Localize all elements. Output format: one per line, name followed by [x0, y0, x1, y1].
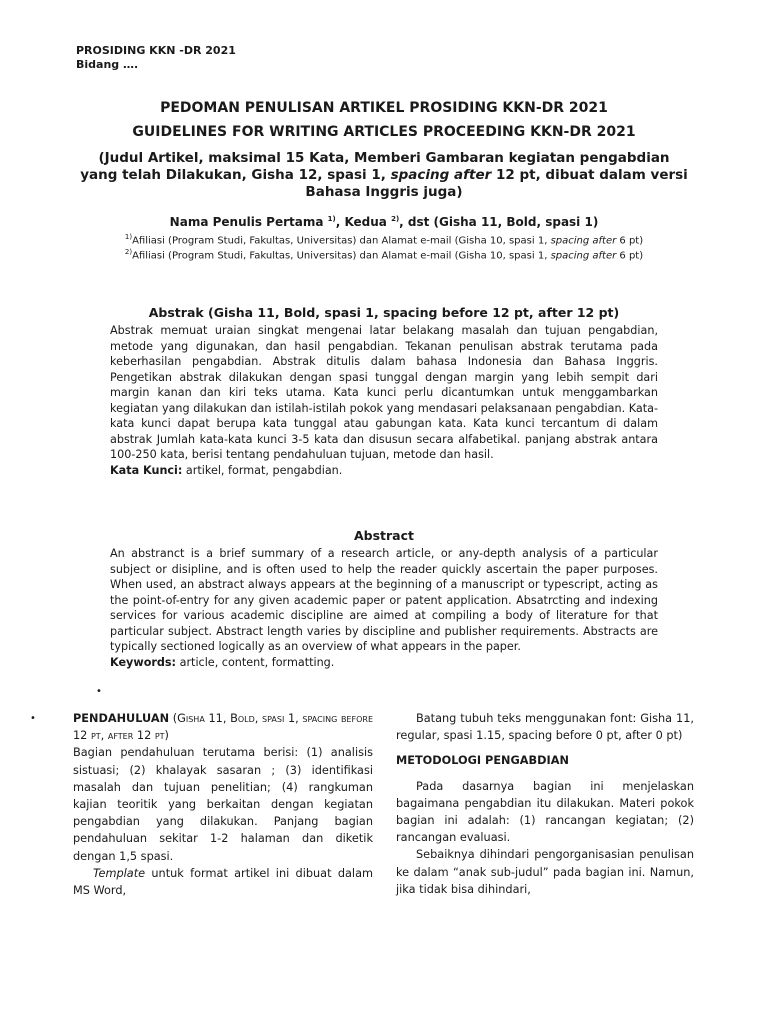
- author-sup-2: 2): [391, 215, 400, 223]
- pendahuluan-title: PENDAHULUAN: [73, 712, 170, 725]
- metodologi-paragraph-2: Sebaiknya dihindari pengorganisasian penulisan ke dalam “anak sub-judul” pada bagian ini. Namun, jika tidak bisa dihindari,: [396, 848, 694, 896]
- keywords-text: article, content, formatting.: [176, 655, 335, 669]
- affiliation-1: [60, 233, 708, 246]
- bullet-marker: •: [30, 713, 36, 724]
- bullet-marker: •: [96, 686, 102, 697]
- kata-kunci-label: Kata Kunci:: [110, 463, 183, 477]
- affiliation-sup: 1): [124, 233, 133, 241]
- author-second: , Kedua: [335, 215, 392, 229]
- subtitle-text-a: (Judul Artikel, maksimal 15 Kata, Memberi Gambaran kegiatan pengabdian yang telah Dilakukan, Gisha 12, spasi 1,: [80, 150, 670, 183]
- author-rest: , dst (Gisha 11, Bold, spasi 1): [399, 215, 599, 229]
- field-label: Bidang ….: [76, 58, 139, 71]
- metodologi-paragraph-1: Pada dasarnya bagian ini menjelaskan bagaimana pengabdian itu dilakukan. Materi pokok bagian ini adalah: (1) rancangan kegiatan; (2) rancangan evaluasi.: [396, 779, 694, 845]
- affiliation-end: 6 pt): [616, 235, 644, 247]
- affiliation-2: [60, 248, 708, 261]
- title-indonesian: PEDOMAN PENULISAN ARTIKEL PROSIDING KKN-DR 2021: [160, 100, 608, 116]
- affiliation-text: Afiliasi (Program Studi, Fakultas, Universitas) dan Alamat e-mail (Gisha 10, spasi 1,: [132, 235, 551, 247]
- pendahuluan-paragraph-2: [73, 865, 373, 899]
- title-instructions: [80, 150, 688, 201]
- pendahuluan-paragraph-1: Bagian pendahuluan terutama berisi: (1) analisis sistuasi; (2) khalayak sasaran ; (3) identifikasi masalah dan tujuan penelitian; (4) rangkuman kajian teoritik yang berkaitan dengan kegiatan pengabdian yang dilakukan. Panjang bagian pendahuluan sekitar 1-2 halaman dan diketik dengan 1,5 spasi.: [73, 746, 373, 863]
- template-italic: Template: [93, 866, 146, 880]
- template-text: untuk format artikel ini dibuat dalam MS Word,: [73, 866, 373, 898]
- subtitle-italic: spacing after: [390, 167, 492, 183]
- author-sup-1: 1): [327, 215, 336, 223]
- body-font-paragraph: Batang tubuh teks menggunakan font: Gisha 11, regular, spasi 1.15, spacing before 0 pt, after 0 pt): [396, 712, 694, 743]
- kata-kunci: [110, 463, 658, 479]
- author-line: [60, 215, 708, 229]
- left-column: [73, 710, 373, 899]
- affiliation-text: Afiliasi (Program Studi, Fakultas, Universitas) dan Alamat e-mail (Gisha 10, spasi 1,: [132, 250, 551, 262]
- section-heading-metodologi: METODOLOGI PENGABDIAN: [396, 754, 569, 768]
- pendahuluan-format-note: (Gisha 11, Bold, spasi 1, spacing before 12 pt, after 12 pt): [73, 712, 373, 743]
- section-heading-pendahuluan: [73, 710, 373, 744]
- author-first: Nama Penulis Pertama: [169, 215, 328, 229]
- affiliation-sup: 2): [124, 248, 133, 256]
- affiliation-italic: spacing after: [550, 235, 617, 247]
- kata-kunci-text: artikel, format, pengabdian.: [182, 463, 343, 477]
- subtitle-text-b: 12 pt, dibuat dalam versi Bahasa Inggris juga): [305, 167, 688, 200]
- affiliation-italic: spacing after: [550, 250, 617, 262]
- abstract-heading: Abstract: [353, 528, 415, 543]
- running-header: [76, 44, 236, 72]
- title-english: GUIDELINES FOR WRITING ARTICLES PROCEEDING KKN-DR 2021: [132, 124, 636, 140]
- affiliation-end: 6 pt): [616, 250, 644, 262]
- abstrak-text: Abstrak memuat uraian singkat mengenai latar belakang masalah dan tujuan pengabdian, metode yang digunakan, dan hasil pengabdian. Tekanan penulisan abstrak terutama pada keberhasilan pengabdian. Abstrak ditulis dalam bahasa Indonesia dan Bahasa Inggris. Pengetikan abstrak dilakukan dengan spasi tunggal dengan margin yang lebih sempit dari margin kanan dan kiri teks utama. Kata kunci perlu dicantumkan untuk menggambarkan kegiatan yang dilakukan dan istilah-istilah pokok yang mendasari pelaksanaan pengabdian. Kata-kata kunci dapat berupa kata tunggal atau gabungan kata. Kata kunci tercantum di dalam abstrak Jumlah kata-kata kunci 3-5 kata dan disusun secara alfabetikal. panjang abstrak antara 100-250 kata, berisi tentang pendahuluan tujuan, metode dan hasil.: [110, 324, 658, 461]
- abstract-body: [110, 546, 658, 670]
- right-column: [396, 710, 694, 898]
- keywords: [110, 655, 658, 671]
- proceeding-name: PROSIDING KKN -DR 2021: [76, 44, 236, 57]
- abstrak-heading: Abstrak (Gisha 11, Bold, spasi 1, spacing before 12 pt, after 12 pt): [148, 305, 620, 320]
- keywords-label: Keywords:: [110, 655, 177, 669]
- abstract-text: An abstranct is a brief summary of a research article, or any-depth analysis of a particular subject or disipline, and is often used to help the reader quickly ascertain the paper purposes. When used, an abstract always appears at the beginning of a manuscript or typescript, acting as the point-of-entry for any given academic paper or patent application. Absatrcting and indexing services for various academic discipline are aimed at compiling a body of literature for that particular subject. Abstract length varies by discipline and publisher requirements. Abstracts are typically sectioned logically as an overview of what appears in the paper.: [110, 547, 658, 653]
- abstrak-body: [110, 323, 658, 478]
